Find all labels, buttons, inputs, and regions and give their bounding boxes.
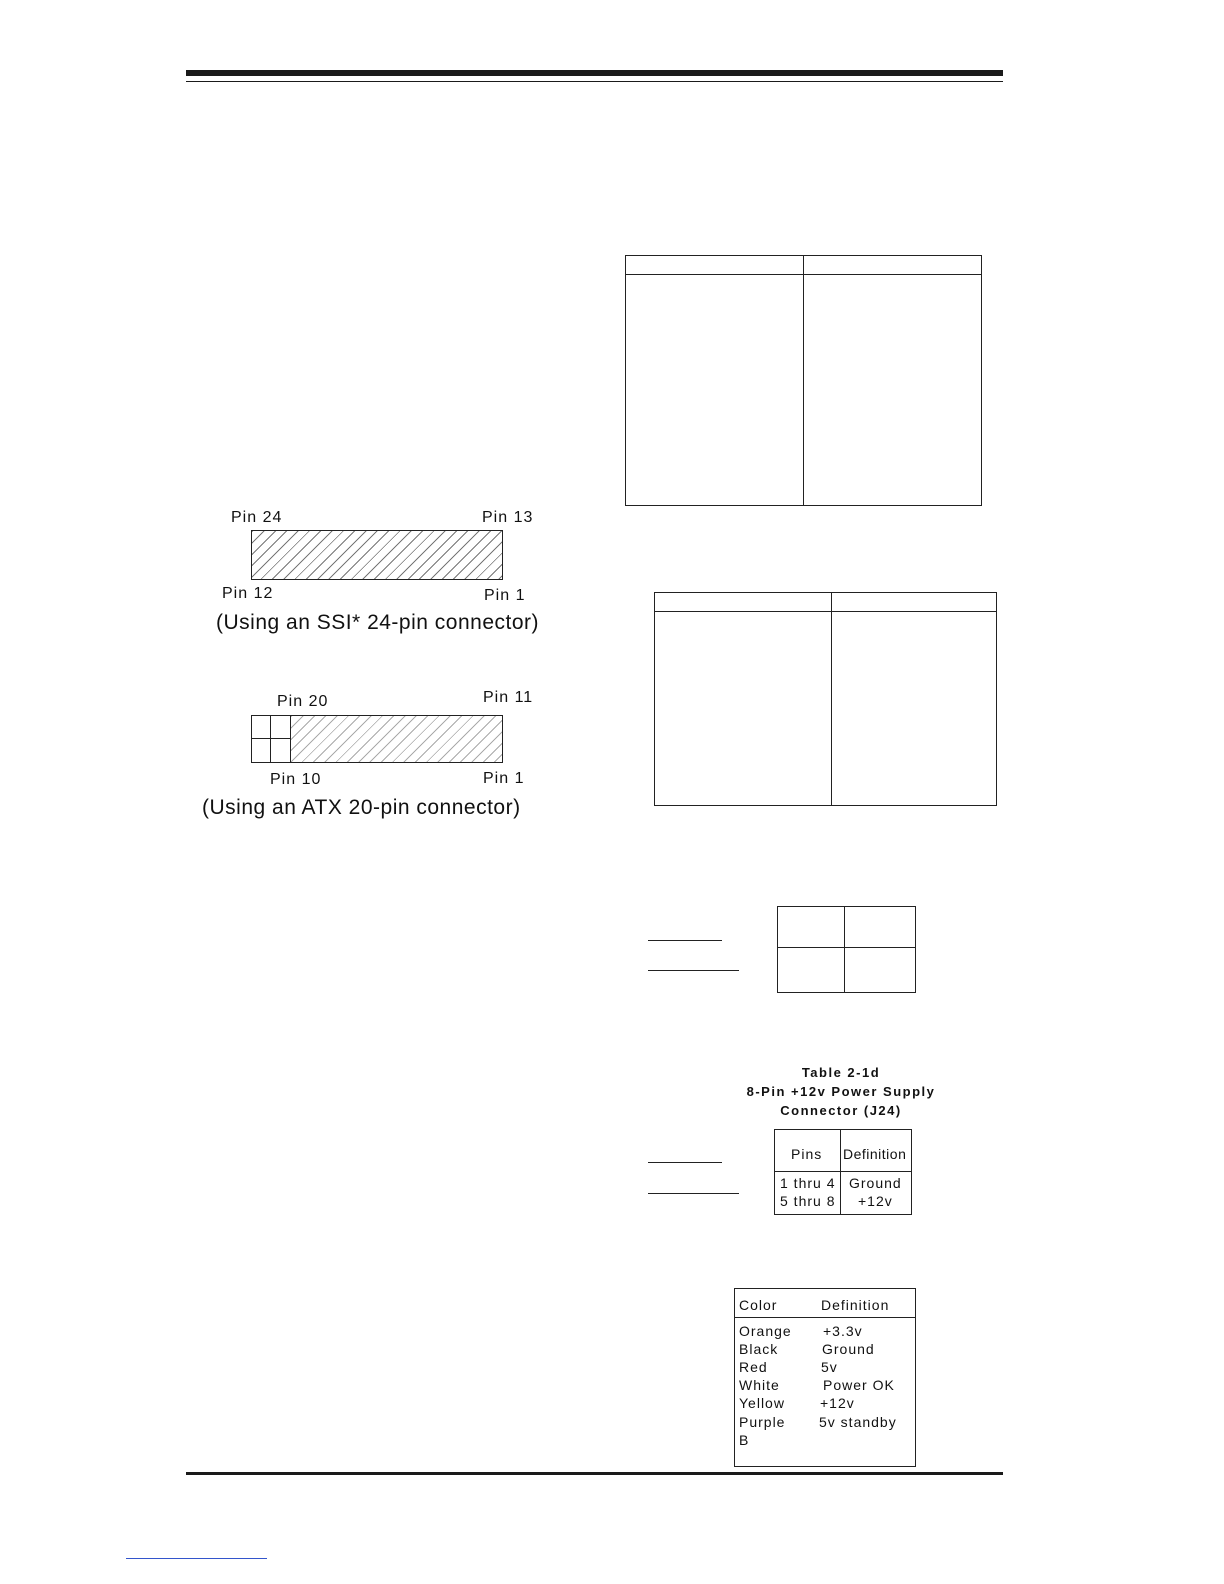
color-row-2-color: Black bbox=[739, 1341, 779, 1357]
table-2-1d bbox=[774, 1129, 912, 1215]
color-table-header-rule bbox=[735, 1317, 915, 1318]
empty-table-2 bbox=[654, 592, 997, 806]
table-2-1d-header-definition: Definition bbox=[843, 1146, 907, 1162]
color-row-5-color: Yellow bbox=[739, 1395, 785, 1411]
table-2-1d-title-line3: Connector (J24) bbox=[780, 1103, 902, 1118]
connector-20pin-divider-2 bbox=[290, 716, 291, 762]
table-2-1d-title bbox=[730, 1063, 952, 1120]
empty-grid-2x2 bbox=[777, 906, 916, 993]
short-line-2 bbox=[648, 970, 739, 971]
connector-20pin-hatch bbox=[291, 716, 502, 762]
empty-table-2-col-divider bbox=[831, 593, 832, 805]
table-2-1d-header-rule bbox=[775, 1171, 911, 1172]
footer-link-underline[interactable] bbox=[126, 1558, 267, 1559]
empty-table-1-col-divider bbox=[803, 256, 804, 505]
color-row-7-color: B bbox=[739, 1432, 750, 1448]
footer-rule bbox=[186, 1472, 1003, 1475]
color-row-1-definition: +3.3v bbox=[823, 1323, 863, 1339]
caption-20pin: (Using an ATX 20-pin connector) bbox=[202, 796, 521, 819]
pin13-label: Pin 13 bbox=[482, 509, 534, 526]
header-rule-thick bbox=[186, 70, 1003, 76]
table-2-1d-title-line1: Table 2-1d bbox=[801, 1065, 881, 1080]
empty-table-1 bbox=[625, 255, 982, 506]
color-row-2-definition: Ground bbox=[822, 1341, 875, 1357]
short-line-3 bbox=[648, 1162, 722, 1163]
color-definition-table bbox=[734, 1288, 916, 1467]
caption-24pin: (Using an SSI* 24-pin connector) bbox=[216, 611, 539, 634]
color-table-header-definition: Definition bbox=[821, 1297, 890, 1313]
table-row-2-definition: +12v bbox=[858, 1193, 893, 1209]
pin11-label: Pin 11 bbox=[483, 689, 534, 706]
header-rule-thin bbox=[186, 81, 1003, 82]
short-line-1 bbox=[648, 940, 722, 941]
empty-grid-row-divider bbox=[778, 947, 915, 948]
table-2-1d-header-pins: Pins bbox=[791, 1146, 823, 1162]
color-row-3-color: Red bbox=[739, 1359, 768, 1375]
color-row-6-definition: 5v standby bbox=[819, 1414, 897, 1430]
color-row-3-definition: 5v bbox=[821, 1359, 838, 1375]
pin24-label: Pin 24 bbox=[231, 509, 283, 526]
diagram-20pin bbox=[200, 685, 580, 830]
color-row-4-definition: Power OK bbox=[823, 1377, 895, 1393]
pin10-label: Pin 10 bbox=[270, 771, 322, 788]
color-row-1-color: Orange bbox=[739, 1323, 792, 1339]
table-row-1-definition: Ground bbox=[849, 1175, 902, 1191]
pin12-label: Pin 12 bbox=[222, 585, 274, 602]
empty-table-2-header-rule bbox=[655, 611, 996, 612]
color-row-6-color: Purple bbox=[739, 1414, 786, 1430]
connector-24pin-body bbox=[251, 530, 503, 580]
diagram-24pin bbox=[200, 500, 580, 640]
connector-20pin-divider-h bbox=[252, 738, 290, 739]
empty-grid-col-divider bbox=[844, 907, 845, 992]
table-2-1d-title-line2: 8-Pin +12v Power Supply bbox=[746, 1084, 936, 1099]
short-line-4 bbox=[648, 1193, 739, 1194]
connector-20pin-body bbox=[251, 715, 503, 763]
color-row-4-color: White bbox=[739, 1377, 780, 1393]
pin20-label: Pin 20 bbox=[277, 693, 329, 710]
table-row-1-pins: 1 thru 4 bbox=[780, 1175, 836, 1191]
color-table-header-color: Color bbox=[739, 1297, 778, 1313]
color-row-5-definition: +12v bbox=[820, 1395, 855, 1411]
pin1-label: Pin 1 bbox=[484, 587, 526, 604]
pin1-label-20: Pin 1 bbox=[483, 770, 525, 787]
table-row-2-pins: 5 thru 8 bbox=[780, 1193, 836, 1209]
